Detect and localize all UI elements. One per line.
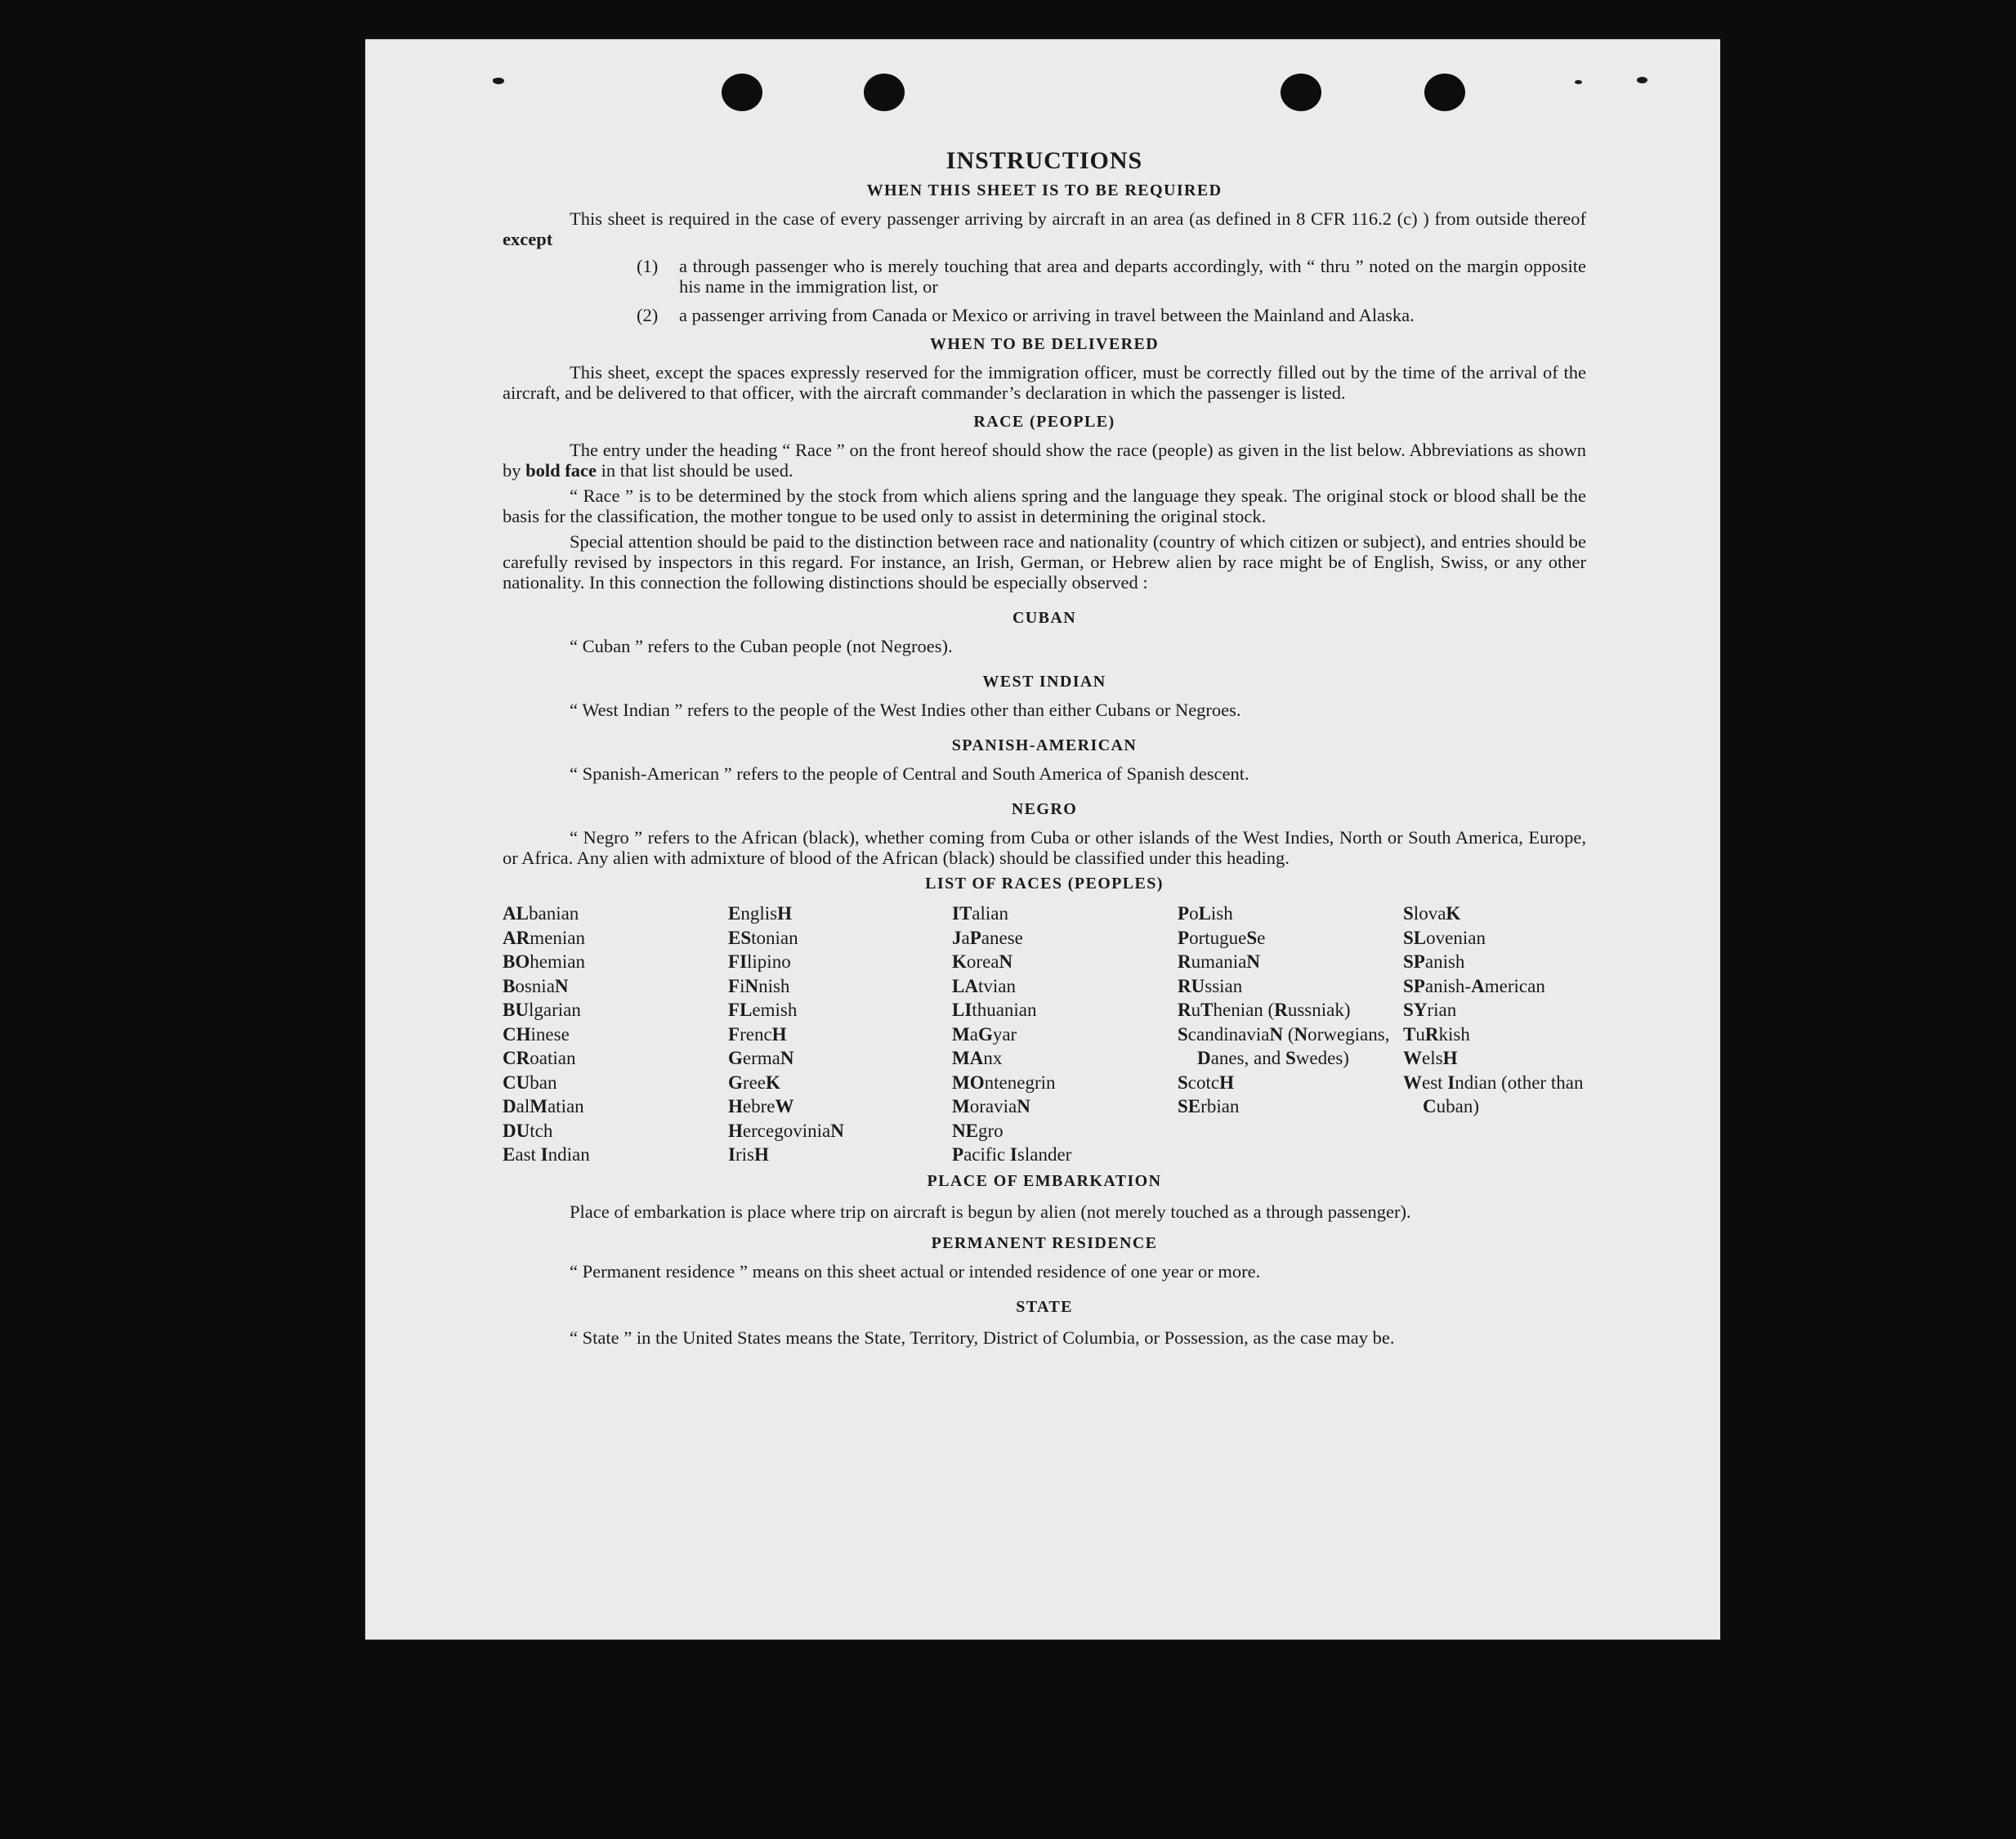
punch-hole bbox=[1424, 74, 1465, 111]
exception-text: a passenger arriving from Canada or Mexico or arriving in travel between the Mainland and Alaska. bbox=[679, 305, 1415, 325]
race-entry: RuThenian (Russniak) bbox=[1178, 1000, 1351, 1020]
race-entry: JaPanese bbox=[952, 927, 1023, 948]
race-paragraph-1: The entry under the heading “ Race ” on the front hereof should show the race (people) as given in the list below. Abbreviations as shown by bold face in that list should be used. bbox=[503, 440, 1586, 481]
section-heading-permanent-residence: PERMANENT RESIDENCE bbox=[931, 1233, 1158, 1252]
race-entry: LAtvian bbox=[952, 975, 1016, 996]
state-text: “ State ” in the United States means the State, Territory, District of Columbia, or Possession, as the case may be. bbox=[570, 1327, 1395, 1348]
section-heading-when-required: WHEN THIS SHEET IS TO BE REQUIRED bbox=[866, 181, 1223, 199]
race-entry: CHinese bbox=[503, 1023, 570, 1045]
permanent-residence-text: “ Permanent residence ” means on this sheet actual or intended residence of one year or more. bbox=[570, 1260, 1261, 1282]
cuban-text: “ Cuban ” refers to the Cuban people (not Negroes). bbox=[570, 636, 953, 656]
race-entry: FIlipino bbox=[728, 951, 791, 972]
race-entry: GermaN bbox=[728, 1048, 794, 1068]
race-entry: FrencH bbox=[728, 1023, 787, 1045]
paper-speck bbox=[493, 78, 496, 82]
race-list bbox=[503, 902, 1586, 1167]
race-entry: SErbian bbox=[1178, 1096, 1240, 1116]
section-heading-negro: NEGRO bbox=[1011, 800, 1078, 818]
race-entry: DalMatian bbox=[503, 1096, 584, 1116]
race-entry: MAnx bbox=[952, 1048, 1003, 1068]
section-heading-west-indian: WEST INDIAN bbox=[982, 673, 1106, 691]
race-entry: LIthuanian bbox=[952, 1000, 1037, 1020]
race-entry: PortugueSe bbox=[1178, 927, 1266, 948]
race-entry: Pacific Islander bbox=[952, 1144, 1072, 1165]
paper-speck bbox=[1575, 80, 1582, 84]
race-column bbox=[1178, 902, 1403, 1167]
race-paragraph-2: “ Race ” is to be determined by the stock from which aliens spring and the language they speak. The original stock or blood shall be the basis for the classification, the mother tongue to be used only to assist in determining the original stock. bbox=[503, 485, 1586, 526]
section-heading-spanish-american: SPANISH-AMERICAN bbox=[951, 736, 1138, 754]
punch-hole bbox=[1281, 74, 1321, 111]
race-entry: MaGyar bbox=[952, 1023, 1017, 1045]
document-body bbox=[503, 147, 1586, 1350]
exception-item bbox=[637, 256, 1586, 297]
race-entry: ITalian bbox=[952, 903, 1009, 924]
race-column bbox=[728, 902, 952, 1167]
race-entry: HebreW bbox=[728, 1096, 794, 1116]
race-entry: TuRkish bbox=[1403, 1023, 1470, 1045]
embarkation-text: Place of embarkation is place where trip on aircraft is begun by alien (not merely touched as a through passenger). bbox=[570, 1201, 1411, 1222]
race-entry: HercegoviniaN bbox=[728, 1120, 844, 1141]
race-entry: ARmenian bbox=[503, 927, 585, 948]
section-heading-state: STATE bbox=[1016, 1297, 1073, 1316]
race-entry: CRoatian bbox=[503, 1048, 576, 1068]
race-entry: BosniaN bbox=[503, 975, 569, 996]
race-entry: IrisH bbox=[728, 1144, 769, 1165]
race-entry: ALbanian bbox=[503, 903, 579, 924]
race-entry: ScandinaviaN (Norwegians, Danes, and Swedes) bbox=[1178, 1023, 1390, 1068]
negro-text: “ Negro ” refers to the African (black), whether coming from Cuba or other islands of the West Indies, North or South America, Europe, or Africa. Any alien with admixture of blood of the African (black) should be classified under this heading. bbox=[503, 827, 1586, 868]
document-page bbox=[365, 39, 1720, 1640]
race-entry: SlovaK bbox=[1403, 903, 1461, 924]
race-entry: KoreaN bbox=[952, 951, 1013, 972]
race-column bbox=[952, 902, 1178, 1167]
paper-speck bbox=[1637, 77, 1647, 83]
race-entry: WelsH bbox=[1403, 1048, 1458, 1068]
race-entry: EStonian bbox=[728, 927, 798, 948]
exception-number: (1) bbox=[637, 256, 659, 276]
race-entry: SPanish-American bbox=[1403, 975, 1545, 996]
race-entry: SYrian bbox=[1403, 1000, 1457, 1020]
section-heading-when-delivered: WHEN TO BE DELIVERED bbox=[929, 335, 1160, 353]
west-indian-text: “ West Indian ” refers to the people of the West Indies other than either Cubans or Negroes. bbox=[570, 700, 1241, 720]
punch-hole bbox=[722, 74, 762, 111]
race-entry: NEgro bbox=[952, 1120, 1004, 1141]
when-required-intro: This sheet is required in the case of every passenger arriving by aircraft in an area (as defined in 8 CFR 116.2 (c) ) from outside thereof except bbox=[503, 208, 1586, 249]
spanish-american-text: “ Spanish-American ” refers to the people of Central and South America of Spanish descent. bbox=[570, 763, 1249, 784]
section-heading-embarkation: PLACE OF EMBARKATION bbox=[927, 1171, 1162, 1190]
race-entry: RUssian bbox=[1178, 975, 1243, 996]
race-entry: BUlgarian bbox=[503, 1000, 581, 1020]
race-entry: SLovenian bbox=[1403, 927, 1486, 948]
exception-item bbox=[637, 305, 1586, 325]
race-entry: PoLish bbox=[1178, 903, 1233, 924]
race-entry: SPanish bbox=[1403, 951, 1465, 972]
punch-hole bbox=[864, 74, 905, 111]
race-entry: GreeK bbox=[728, 1072, 780, 1093]
race-column bbox=[1403, 902, 1586, 1167]
race-entry: MOntenegrin bbox=[952, 1072, 1056, 1093]
race-entry: East Indian bbox=[503, 1144, 590, 1165]
race-entry: CUban bbox=[503, 1072, 557, 1093]
section-heading-cuban: CUBAN bbox=[1012, 609, 1077, 627]
section-heading-list-of-races: LIST OF RACES (PEOPLES) bbox=[925, 875, 1164, 893]
race-entry: DUtch bbox=[503, 1120, 553, 1141]
exception-text: a through passenger who is merely touching that area and departs accordingly, with “ thru ” noted on the margin opposite his name in the immigration list, or bbox=[679, 256, 1586, 297]
race-entry: FiNnish bbox=[728, 975, 790, 996]
race-entry: FLemish bbox=[728, 1000, 798, 1020]
race-entry: ScotcH bbox=[1178, 1072, 1235, 1093]
race-paragraph-3: Special attention should be paid to the distinction between race and nationality (country of which citizen or subject), and entries should be carefully revised by inspectors in this regard. For instance, an Irish, German, or Hebrew alien by race might be of English, Swiss, or any other nationality. In this connection the following distinctions should be especially observed : bbox=[503, 531, 1586, 593]
race-entry: MoraviaN bbox=[952, 1096, 1030, 1116]
race-entry: West Indian (other than Cuban) bbox=[1403, 1072, 1584, 1116]
section-heading-race: RACE (PEOPLE) bbox=[973, 413, 1115, 431]
race-entry: EnglisH bbox=[728, 903, 792, 924]
exception-number: (2) bbox=[637, 305, 659, 325]
when-delivered-text: This sheet, except the spaces expressly reserved for the immigration officer, must be correctly filled out by the time of the arrival of the aircraft, and be delivered to that officer, with the aircraft commander’s declaration in which the passenger is listed. bbox=[503, 362, 1586, 403]
page-title: INSTRUCTIONS bbox=[945, 147, 1143, 174]
race-entry: BOhemian bbox=[503, 951, 585, 972]
race-column bbox=[503, 902, 728, 1167]
race-entry: RumaniaN bbox=[1178, 951, 1260, 972]
